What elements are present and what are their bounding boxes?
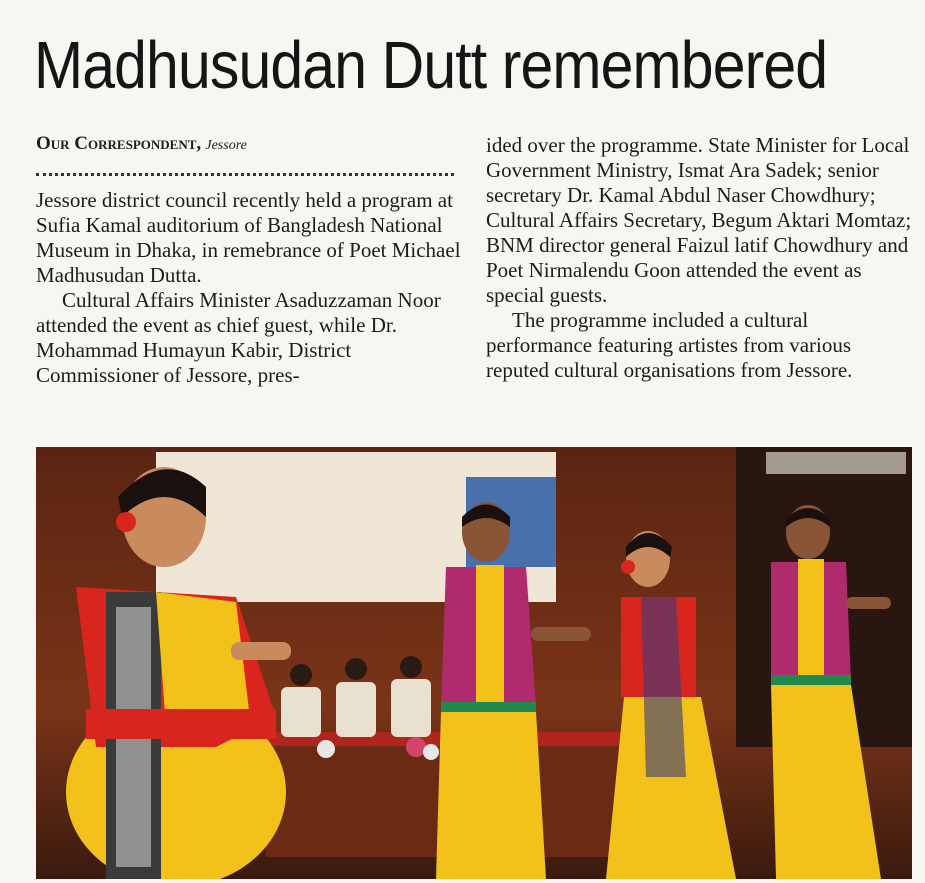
dance-performance-photo (36, 447, 912, 879)
paragraph-2-continued: ided over the programme. State Minister for Local Government Ministry, Ismat Ara Sadek; senior secretary Dr. Kamal Abdul Naser Chowdhury; Cultural Affairs Secretary, Begum Aktari Momtaz; BNM director general Faizul latif Chowdhury and Poet Nirmalendu Goon attended the event as special guests. (486, 133, 912, 307)
paragraph-3: The programme included a cultural performance featuring artistes from various reputed cultural organisations from Jessore. (486, 308, 853, 382)
byline (36, 133, 466, 157)
headline: Madhusudan Dutt remembered (34, 28, 828, 103)
byline-name: Our Correspondent, (36, 133, 202, 154)
paragraph-1: Jessore district council recently held a program at Sufia Kamal auditorium of Bangladesh National Museum in Dhaka, in remebrance of Poet Michael Madhusudan Dutta. (36, 188, 461, 287)
dotted-divider (36, 167, 454, 176)
article-column-right (486, 133, 916, 383)
byline-place: Jessore (205, 138, 247, 153)
article-column-left (36, 133, 466, 388)
paragraph-2: Cultural Affairs Minister Asaduzzaman Noor attended the event as chief guest, while Dr. Mohammad Humayun Kabir, District Commissioner of Jessore, pres- (36, 288, 441, 387)
photo-illustration (36, 447, 912, 879)
